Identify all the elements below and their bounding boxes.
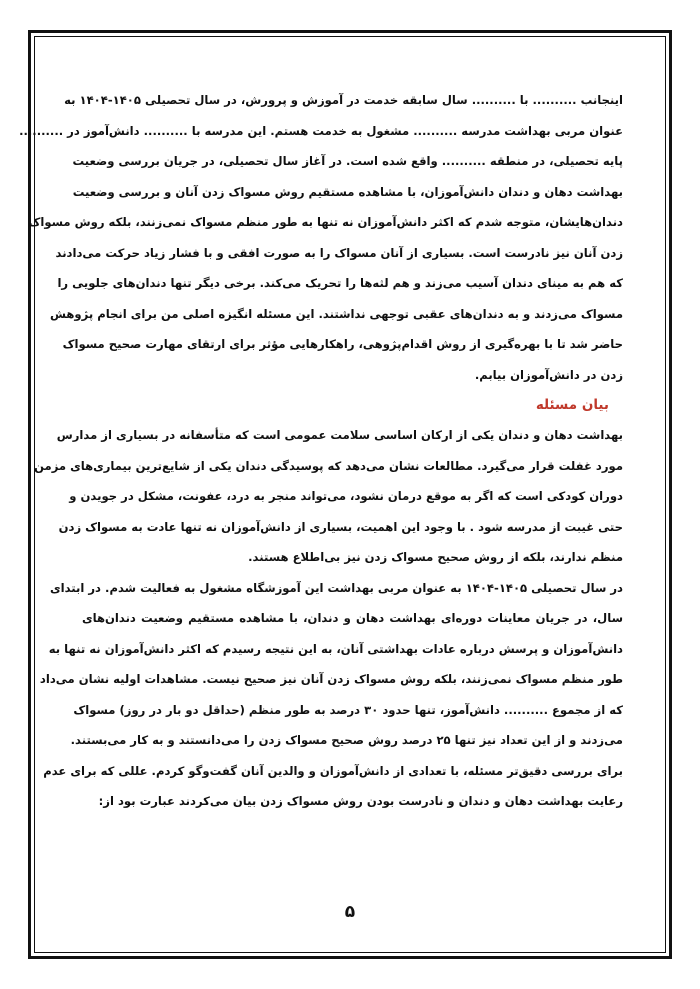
text-line: منظم ندارند، بلکه از روش صحیح مسواک زدن نیز بی‌اطلاع هستند. [248,550,623,564]
text-line: عنوان مربی بهداشت مدرسه .......... مشغول به خدمت هستم. این مدرسه با .......... دانش‌آموز در .......... [19,123,623,138]
text-line: برای بررسی دقیق‌تر مسئله، با تعدادی از دانش‌آموزان و والدین آنان گفت‌وگو کردم. عللی که برای عدم [43,763,623,778]
text-line: بهداشت دهان و دندان دانش‌آموزان، با مشاهده مستقیم روش مسواک زدن آنان و بررسی وضعیت [72,184,623,199]
text-line: سال، در جریان معاینات دوره‌ای بهداشت دهان و دندان، با مشاهده مستقیم وضعیت دندان‌های [82,611,623,625]
text-line: رعایت بهداشت دهان و دندان و نادرست بودن روش مسواک زدن بیان می‌کردند عبارت بود از: [98,794,623,808]
text-line: زدن در دانش‌آموزان بیابم. [474,367,623,382]
text-line: دوران کودکی است که اگر به موقع درمان نشود، می‌تواند منجر به درد، عفونت، مشکل در جویدن و [69,489,623,503]
text-line: می‌زدند و از این تعداد نیز تنها ۲۵ درصد روش صحیح مسواک زدن را می‌دانستند و به کار می‌بستند. [70,733,623,747]
text-line: در سال تحصیلی ۱۴۰۵-۱۴۰۴ به عنوان مربی بهداشت این آموزشگاه مشغول به فعالیت شدم. در ابتدای [49,580,623,595]
text-line: اینجانب .......... با .......... سال سابقه خدمت در آموزش و پرورش، در سال تحصیلی ۱۴۰۵-۱۴۰۴ به [64,93,623,107]
observation-paragraph [39,573,623,756]
problem-paragraph [34,420,623,573]
text-line: که هم به مینای دندان آسیب می‌زند و هم لثه‌ها را تحریک می‌کند. برخی دیگر تنها دندان‌های جلویی را [57,276,623,290]
intro-paragraph [19,85,623,390]
text-line: دانش‌آموزان و پرسش درباره عادات بهداشتی آنان، به این نتیجه رسیدم که اکثر دانش‌آموزان نه تنها به [48,641,623,656]
section-heading: بیان مسئله [535,397,609,413]
text-line: پایه تحصیلی، در منطقه .......... واقع شده است. در آغاز سال تحصیلی، در جریان بررسی وضعیت [72,154,623,168]
document-body [19,85,623,817]
text-line: حاضر شد تا با بهره‌گیری از روش اقدام‌پژوهی، راهکارهایی مؤثر برای ارتقای مهارت صحیح مسواک [62,337,623,351]
page-number: ۵ [344,902,356,922]
text-line: که از مجموع .......... دانش‌آموز، تنها حدود ۳۰ درصد به طور منظم (حداقل دو بار در روز) مسواک [73,702,623,717]
text-line: بهداشت دهان و دندان یکی از ارکان اساسی سلامت عمومی است که متأسفانه در بسیاری از مدارس [56,428,623,442]
text-line: مورد غفلت قرار می‌گیرد. مطالعات نشان می‌دهد که پوسیدگی دندان یکی از شایع‌ترین بیماری‌های مزمن [34,458,623,473]
text-line: مسواک می‌زدند و به دندان‌های عقبی توجهی نداشتند. این مسئله انگیزه اصلی من برای انجام پژوهش [49,306,623,321]
text-line: حتی غیبت از مدرسه شود . با وجود این اهمیت، بسیاری از دانش‌آموزان نه تنها عادت به مسواک زدن [58,519,623,534]
text-line: زدن آنان نیز نادرست است. بسیاری از آنان مسواک را به صورت افقی و با فشار زیاد حرکت می‌دادند [55,245,623,260]
text-line: طور منظم مسواک نمی‌زنند، بلکه روش مسواک زدن آنان نیز صحیح نیست. مشاهدات اولیه نشان می‌داد [39,672,623,686]
closing-paragraph [43,756,623,817]
text-line: دندان‌هایشان، متوجه شدم که اکثر دانش‌آموزان نه تنها به طور منظم مسواک نمی‌زنند، بلکه روش مسواک [28,215,623,229]
